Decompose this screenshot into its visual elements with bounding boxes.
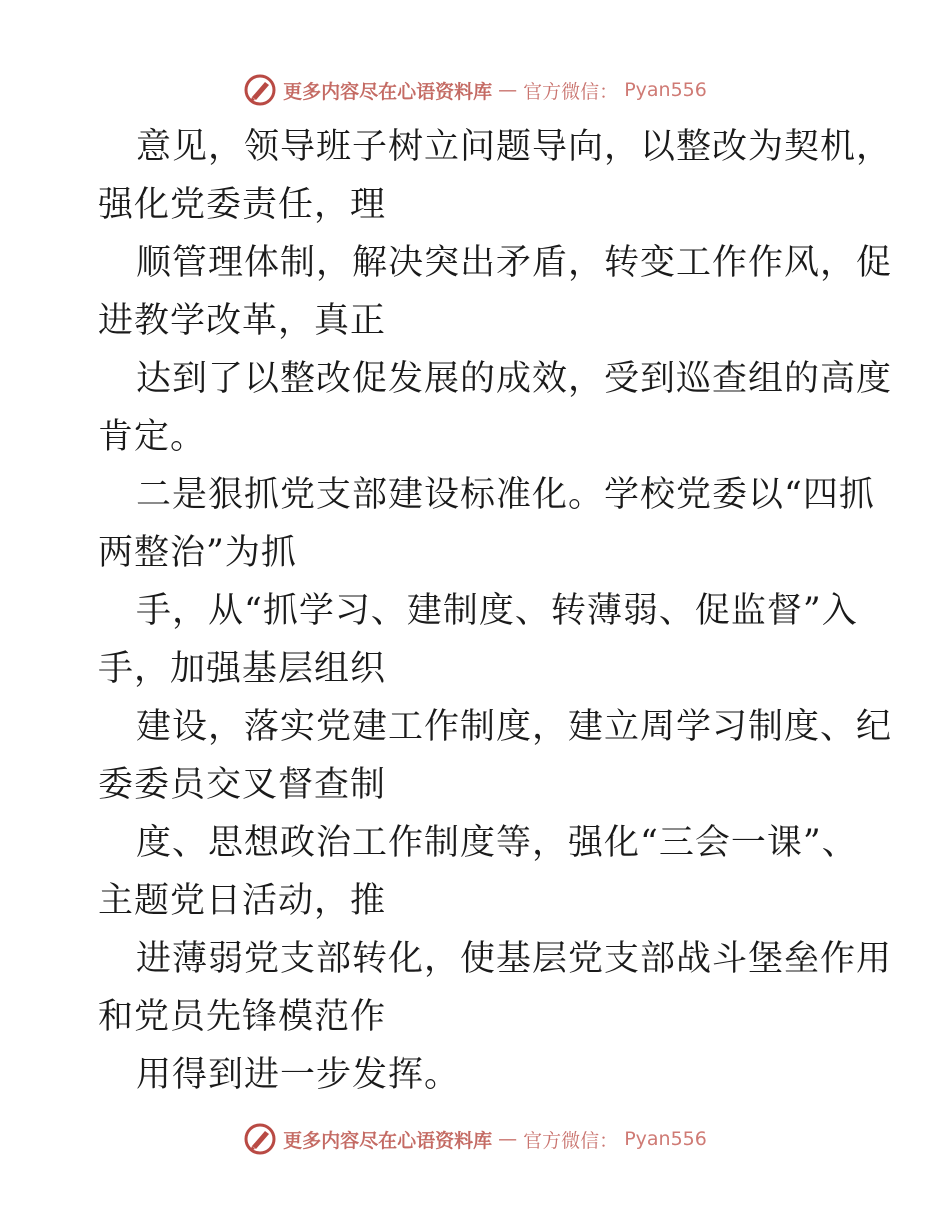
body-line: 两整治”为抓 (98, 533, 297, 573)
watermark-main-text: 更多内容尽在心语资料库 (283, 1129, 493, 1152)
body-line: 肯定。 (98, 417, 207, 457)
body-line: 达到了以整改促发展的成效，受到巡查组的高度 (136, 359, 893, 399)
watermark-handle: Pyan556 (624, 1128, 707, 1150)
body-line: 强化党委责任，理 (98, 185, 387, 225)
watermark-label: 官方微信： (523, 80, 619, 103)
body-line: 委委员交叉督查制 (98, 765, 387, 805)
body-line: 建设，落实党建工作制度，建立周学习制度、纪 (136, 707, 893, 747)
body-line: 手，加强基层组织 (98, 649, 387, 689)
body-line: 进教学改革，真正 (98, 301, 387, 341)
watermark-handle: Pyan556 (624, 79, 707, 101)
body-line: 手，从“抓学习、建制度、转薄弱、促监督”入 (136, 591, 858, 631)
watermark-main-text: 更多内容尽在心语资料库 (283, 80, 493, 103)
pen-seal-icon (243, 73, 277, 107)
body-line: 进薄弱党支部转化，使基层党支部战斗堡垒作用 (136, 939, 893, 979)
watermark-separator: — (498, 79, 518, 101)
body-line: 顺管理体制，解决突出矛盾，转变工作作风，促 (136, 243, 893, 283)
body-line: 意见，领导班子树立问题导向，以整改为契机， (136, 127, 893, 167)
pen-seal-icon (243, 1122, 277, 1156)
body-line: 主题党日活动，推 (98, 881, 387, 921)
body-line: 和党员先锋模范作 (98, 997, 387, 1037)
body-line: 度、思想政治工作制度等，强化“三会一课”、 (136, 823, 858, 863)
watermark-label: 官方微信： (523, 1129, 619, 1152)
footer-watermark (0, 1119, 950, 1159)
body-line: 用得到进一步发挥。 (136, 1055, 461, 1095)
body-line: 二是狠抓党支部建设标准化。学校党委以“四抓 (136, 475, 875, 515)
header-watermark (0, 70, 950, 110)
document-body (98, 118, 893, 1104)
watermark-separator: — (498, 1128, 518, 1150)
